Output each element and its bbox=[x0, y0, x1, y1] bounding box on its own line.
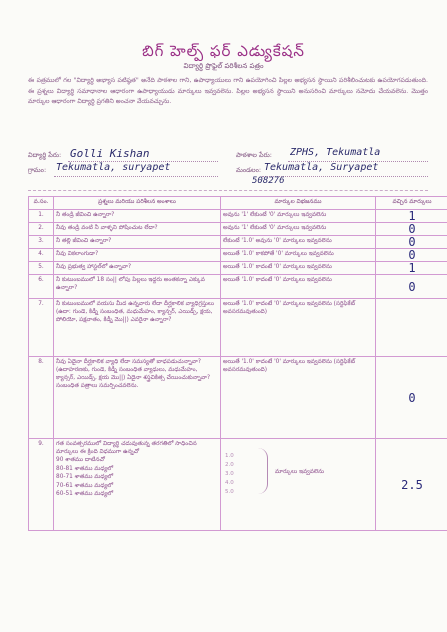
row-question-cell bbox=[54, 439, 221, 531]
row-mark-value: 0 bbox=[408, 235, 416, 249]
row-sno: 4. bbox=[29, 249, 54, 262]
grade-band: 90 శాతము దాటినచో bbox=[56, 457, 105, 463]
table-row bbox=[29, 299, 447, 357]
mandal-value: Tekumatla, Suryapet bbox=[264, 162, 379, 173]
row-sno: 5. bbox=[29, 262, 54, 275]
table-row bbox=[29, 439, 447, 531]
row-sno: 2. bbox=[29, 223, 54, 236]
table-row bbox=[29, 223, 447, 236]
row-marks-rule: అయితే '1.0' కాకపోతే '0' మార్కులు ఇవ్వవలెను bbox=[221, 249, 376, 262]
row-question: గత సంవత్సరములో విద్యార్థి చదువుతున్న తరగతిలో సాధించిన మార్కులు ఈ క్రింది విధముగా ఉన్నచో bbox=[56, 441, 197, 455]
row-mark-cell bbox=[376, 210, 447, 223]
row-mark-value: 1 bbox=[408, 261, 416, 275]
row-mark-value: 0 bbox=[408, 248, 416, 262]
row-mark-cell bbox=[376, 439, 447, 531]
row-mark-cell bbox=[376, 223, 447, 236]
row-marks-rule: మార్కులు ఇవ్వవలెను bbox=[275, 469, 325, 475]
row-marks-rule: అయితే '1.0' కాదంటే '0' మార్కులు ఇవ్వవలెను bbox=[221, 262, 376, 275]
school-label: పాఠశాల పేరు: bbox=[236, 151, 272, 159]
table-row bbox=[29, 262, 447, 275]
row-question: నీ కుటుంబములో 18 సం|| లోపు పిల్లలు ఇద్దరు అంతకన్నా ఎక్కువ ఉన్నారా? bbox=[54, 275, 221, 299]
village-label: గ్రామం: bbox=[28, 166, 47, 174]
table-header-row bbox=[29, 197, 447, 210]
grade-score: 3.0 bbox=[225, 471, 234, 477]
curly-brace-icon bbox=[257, 448, 268, 494]
row-sno: 3. bbox=[29, 236, 54, 249]
mandal-underline bbox=[262, 176, 428, 177]
table-row bbox=[29, 249, 447, 262]
row-question: నీ తండ్రి జీవించి ఉన్నారా? bbox=[54, 210, 221, 223]
table-row bbox=[29, 210, 447, 223]
mandal-label: మండలం: bbox=[236, 166, 262, 174]
row-mark-cell bbox=[376, 357, 447, 439]
row-sno: 9. bbox=[29, 439, 54, 531]
row-marks-rule: అవును '1' లేకుంటే '0' మార్కులు ఇవ్వవలెను bbox=[221, 223, 376, 236]
row-mark-value: 0 bbox=[408, 279, 416, 294]
pin-value: 508276 bbox=[252, 176, 285, 186]
header-question: ప్రశ్నలు మరియు పరిశీలన అంశాలు bbox=[54, 197, 221, 210]
row-question: నీవు ప్రభుత్వ హాస్టల్‌లో ఉన్నావా? bbox=[54, 262, 221, 275]
row-question: నీవు వికలాంగుడా? bbox=[54, 249, 221, 262]
row-mark-value: 2.5 bbox=[401, 477, 423, 492]
document-subtitle: విద్యార్థి ప్రొఫైల్ పరిశీలన పత్రం bbox=[183, 62, 264, 70]
grade-score: 1.0 bbox=[225, 453, 234, 459]
village-value: Tekumatla, suryapet bbox=[56, 162, 171, 173]
grade-band: 70-61 శాతము మధ్యలో bbox=[56, 482, 114, 489]
row-mark-cell bbox=[376, 262, 447, 275]
row-question: నీవు ఏదైనా దీర్ఘకాలిక వ్యాధి లేదా సమస్యతో బాధపడుచున్నావా? (ఉదాహరణకు, గుండె, కిడ్నీ సంబంధిత వ్యాధులు, మధుమేహం, క్యాన్సర్, ఎయిడ్స్, క్షయ మొ||) ఏదైనా శస్త్రచికిత్స చేయించుకున్నావా? సంబంధిత పత్రాలు సమర్పించవలెను. bbox=[54, 357, 221, 439]
row-marks-rule: లేకుంటే '1.0' అవును '0' మార్కులు ఇవ్వవలెను bbox=[221, 236, 376, 249]
row-question: నీ తల్లి జీవించి ఉన్నారా? bbox=[54, 236, 221, 249]
table-row bbox=[29, 357, 447, 439]
row-marks-rule: అయితే '1.0' కాదంటే '0' మార్కులు ఇవ్వవలెను (సర్టిఫికేట్ అవసరమవుతుంది) bbox=[221, 357, 376, 439]
row-mark-cell bbox=[376, 236, 447, 249]
grade-band: 60-51 శాతము మధ్యలో bbox=[56, 491, 114, 497]
intro-paragraph: ఈ పత్రములో గల "విద్యార్థి అభ్యాస పటిష్ఠత" అనేది పాఠశాల గాని, ఉపాధ్యాయులు గాని ఉపయోగించి పిల్లల అభ్యసన స్థాయిని పరిశీలించుటకు ఉపయోగపడుతుంది. ఈ ప్రశ్నలు విద్యార్థి సమాధానాల ఆధారంగా ఉపాధ్యాయుడు మార్కులు ఇవ్వవలెను. పిల్లల అభ్యసన స్థాయిని అనుసరించి మార్కులు నమోదు చేయవలెను. మొత్తం మార్కుల ఆధారంగా విద్యార్థి ప్రగతిని అంచనా వేయవచ్చును. bbox=[28, 77, 428, 106]
row-marks-rule: అయితే '1.0' కాదంటే '0' మార్కులు ఇవ్వవలెను bbox=[221, 275, 376, 299]
row-mark-value: 1 bbox=[408, 209, 416, 223]
village-underline bbox=[54, 176, 218, 177]
row-sno: 1. bbox=[29, 210, 54, 223]
row-marks-rule-cell bbox=[221, 439, 376, 531]
header-marks-obtained: వచ్చిన మార్కులు bbox=[376, 197, 447, 210]
row-mark-value: 0 bbox=[408, 222, 416, 236]
row-sno: 7. bbox=[29, 299, 54, 357]
school-value: ZPHS, Tekumatla bbox=[290, 147, 381, 158]
grade-band-list bbox=[56, 456, 218, 499]
questions-table bbox=[28, 196, 447, 531]
name-label: విద్యార్థి పేరు: bbox=[28, 151, 62, 159]
separator-rule bbox=[28, 190, 428, 191]
grade-score-list bbox=[225, 452, 234, 497]
row-mark-cell bbox=[376, 299, 447, 357]
header-marks-split: మార్కుల విభజనము bbox=[221, 197, 376, 210]
header-sno: వ.సం. bbox=[29, 197, 54, 210]
row-sno: 6. bbox=[29, 275, 54, 299]
grade-band: 80-71 శాతము మధ్యలో bbox=[56, 474, 114, 480]
row-mark-cell bbox=[376, 249, 447, 262]
table-row bbox=[29, 275, 447, 299]
row-question: నీ కుటుంబములో వయసు మీద ఉన్నవారు లేదా దీర్ఘకాలిక వ్యాధిగ్రస్తులు (ఉదా: గుండె, కిడ్నీ సంబంధిత, మధుమేహం, క్యాన్సర్, ఎయిడ్స్, క్షయ, పోలియో, పక్షవాతం, కిడ్నీ మొ||) ఎవరైనా ఉన్నారా? bbox=[54, 299, 221, 357]
row-question: నీవు తండ్రి వంటి నీ వాళ్ళని పోషించుట లేదా? bbox=[54, 223, 221, 236]
row-marks-rule: అవును '1' లేకుంటే '0' మార్కులు ఇవ్వవలెను bbox=[221, 210, 376, 223]
row-marks-rule: అయితే '1.0' కాదంటే '0' మార్కులు ఇవ్వవలెను (సర్టిఫికేట్ అవసరమవుతుంది) bbox=[221, 299, 376, 357]
grade-score: 5.0 bbox=[225, 489, 234, 495]
row-mark-value: 0 bbox=[408, 390, 416, 405]
document-title: బిగ్ హెల్ప్ ఫర్ ఎడ్యుకేషన్ bbox=[142, 42, 305, 60]
row-sno: 8. bbox=[29, 357, 54, 439]
grade-band: 80-81 శాతము మధ్యలో bbox=[56, 465, 114, 472]
grade-score: 2.0 bbox=[225, 462, 234, 468]
row-mark-cell bbox=[376, 275, 447, 299]
table-row bbox=[29, 236, 447, 249]
grade-score: 4.0 bbox=[225, 480, 234, 486]
name-value: Golli Kishan bbox=[70, 147, 150, 160]
